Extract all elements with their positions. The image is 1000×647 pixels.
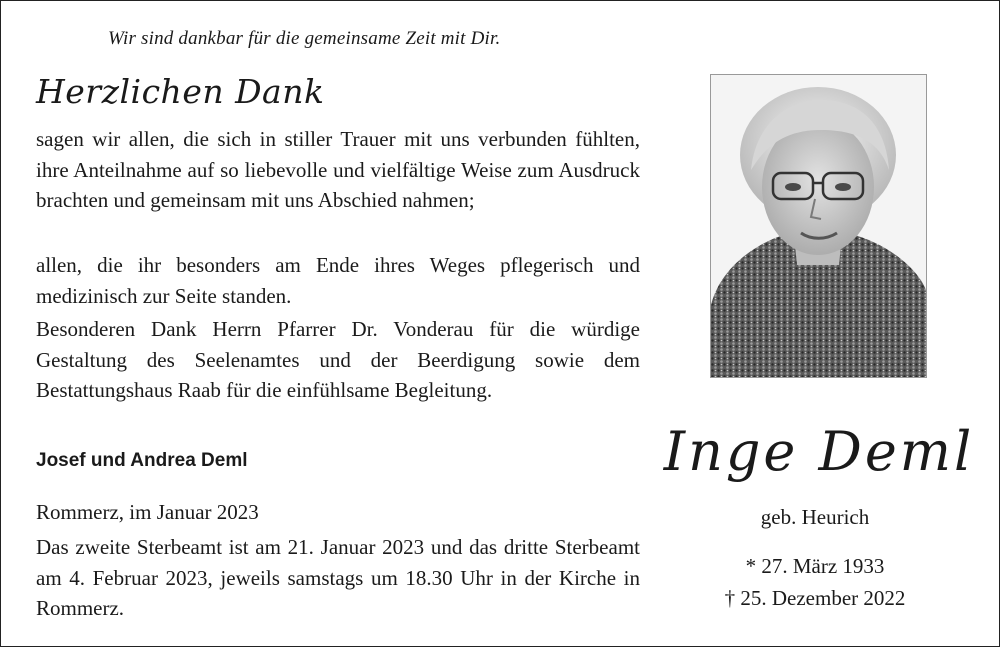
signers: Josef und Andrea Deml [36, 450, 248, 471]
thanks-heading: Herzlichen Dank [36, 72, 325, 111]
motto-text: Wir sind dankbar für die gemeinsame Zeit mit Dir. [108, 28, 501, 49]
portrait-photo [710, 74, 927, 378]
memorial-mass-info: Das zweite Sterbeamt ist am 21. Januar 2023 und das dritte Sterbeamt am 4. Februar 2023, jeweils samstags um 18.30 Uhr in der Kirche in Rommerz. [36, 535, 640, 620]
birth-date: * 27. März 1933 [745, 554, 885, 578]
thanks-paragraph-1: sagen wir allen, die sich in stiller Trauer mit uns verbunden fühlten, ihre Anteilnahme auf so liebevolle und vielfältige Weise zum Ausdruck brachten und gemeinsam mit uns Abschied nahmen; [36, 127, 640, 212]
portrait-illustration [711, 75, 926, 377]
thanks-paragraph-2: allen, die ihr besonders am Ende ihres Weges pflegerisch und medizinisch zur Seite standen. [36, 253, 640, 308]
death-date: † 25. Dezember 2022 [724, 586, 906, 610]
maiden-name: geb. Heurich [760, 505, 870, 529]
place-date: Rommerz, im Januar 2023 [36, 500, 259, 524]
thanks-paragraph-3: Besonderen Dank Herrn Pfarrer Dr. Vonderau für die würdige Gestaltung des Seelenamtes und der Beerdigung sowie dem Bestattungshaus Raab für die einfühlsame Begleitung. [36, 317, 640, 402]
deceased-name: Inge Deml [663, 420, 975, 483]
